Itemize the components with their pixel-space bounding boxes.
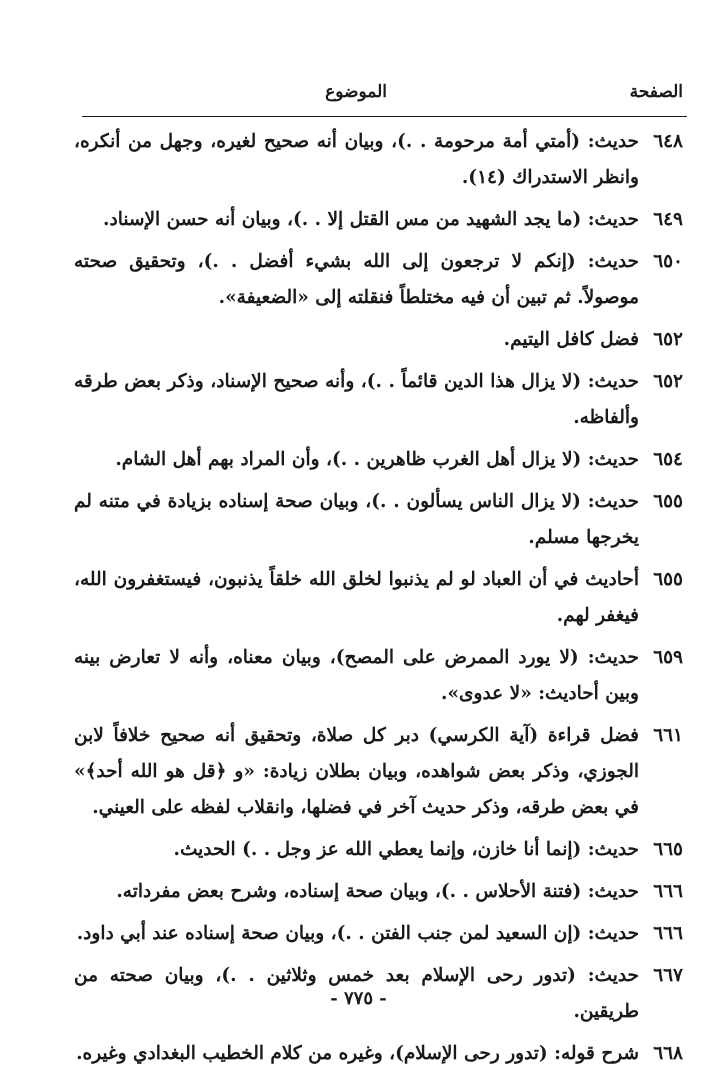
entry-topic: أحاديث في أن العباد لو لم يذنبوا لخلق الله خلقاً يذنبون، فيستغفرون الله، فيغفر لهم. (74, 569, 639, 626)
index-entries (74, 124, 687, 1072)
index-entry (74, 640, 687, 712)
index-entry (74, 832, 687, 868)
entry-page-number: ٦٥٢ (653, 329, 683, 350)
entry-topic: حديث: (لا يزال هذا الدين قائماً . .)، وأنه صحيح الإسناد، وذكر بعض طرقه وألفاظه. (74, 371, 639, 428)
index-entry (74, 202, 687, 238)
header-divider (82, 116, 687, 117)
entry-page-number: ٦٥٠ (653, 251, 683, 272)
entry-topic: حديث: (أمتي أمة مرحومة . .)، وبيان أنه صحيح لغيره، وجهل من أنكره، وانظر الاستدراك (١٤). (74, 131, 639, 188)
entry-topic: حديث: (ما يجد الشهيد من مس القتل إلا . .)، وبيان أنه حسن الإسناد. (103, 209, 639, 230)
entry-topic: شرح قوله: (تدور رحى الإسلام)، وغيره من كلام الخطيب البغدادي وغيره. (76, 1043, 639, 1064)
entry-page-number: ٦٤٨ (653, 131, 683, 152)
index-entry (74, 484, 687, 556)
topic-column-heading: الموضوع (325, 82, 387, 102)
entry-topic: فضل قراءة (آية الكرسي) دبر كل صلاة، وتحقيق أنه صحيح خلافاً لابن الجوزي، وذكر بعض شواهده، وبيان بطلان زيادة: «و ﴿قل هو الله أحد﴾» في بعض طرقه، وذكر حديث آخر في فضلها، وانقلاب لفظه على العيني. (74, 725, 639, 818)
entry-topic: حديث: (لا يزال الناس يسألون . .)، وبيان صحة إسناده بزيادة في متنه لم يخرجها مسلم. (74, 491, 639, 548)
index-entry (74, 718, 687, 826)
index-entry (74, 244, 687, 316)
index-entry (74, 916, 687, 952)
entry-page-number: ٦٦٦ (653, 881, 683, 902)
index-entry (74, 562, 687, 634)
index-entry (74, 442, 687, 478)
entry-page-number: ٦٥٥ (653, 569, 683, 590)
entry-page-number: ٦٦٨ (653, 1043, 683, 1064)
entry-topic: حديث: (لا يورد الممرض على المصح)، وبيان معناه، وأنه لا تعارض بينه وبين أحاديث: «لا عدوى». (74, 647, 639, 704)
index-entry (74, 1036, 687, 1072)
entry-page-number: ٦٦٧ (653, 965, 683, 986)
entry-topic: حديث: (إن السعيد لمن جنب الفتن . .)، وبيان صحة إسناده عند أبي داود. (76, 923, 639, 944)
entry-topic: فضل كافل اليتيم. (503, 329, 639, 350)
table-header (82, 82, 687, 108)
entry-page-number: ٦٦٥ (653, 839, 683, 860)
entry-topic: حديث: (لا يزال أهل الغرب ظاهرين . .)، وأن المراد بهم أهل الشام. (115, 449, 639, 470)
entry-page-number: ٦٦١ (653, 725, 683, 746)
entry-topic: حديث: (فتنة الأحلاس . .)، وبيان صحة إسناده، وشرح بعض مفرداته. (116, 881, 639, 902)
index-entry (74, 124, 687, 196)
index-entry (74, 364, 687, 436)
page-column-heading: الصفحة (629, 82, 683, 102)
index-entry (74, 874, 687, 910)
entry-page-number: ٦٤٩ (653, 209, 683, 230)
index-entry (74, 322, 687, 358)
entry-topic: حديث: (تدور رحى الإسلام بعد خمس وثلاثين . .)، وبيان صحته من طريقين. (74, 965, 639, 1022)
page-number: - ٧٧٥ - (330, 988, 387, 1009)
entry-page-number: ٦٥٥ (653, 491, 683, 512)
entry-page-number: ٦٦٦ (653, 923, 683, 944)
entry-page-number: ٦٥٢ (653, 371, 683, 392)
entry-page-number: ٦٥٩ (653, 647, 683, 668)
entry-page-number: ٦٥٤ (653, 449, 683, 470)
entry-topic: حديث: (إنكم لا ترجعون إلى الله بشيء أفضل . .)، وتحقيق صحته موصولاً. ثم تبين أن فيه مختلطاً فنقلته إلى «الضعيفة». (74, 251, 639, 308)
entry-topic: حديث: (إنما أنا خازن، وإنما يعطي الله عز وجل . .) الحديث. (173, 839, 639, 860)
